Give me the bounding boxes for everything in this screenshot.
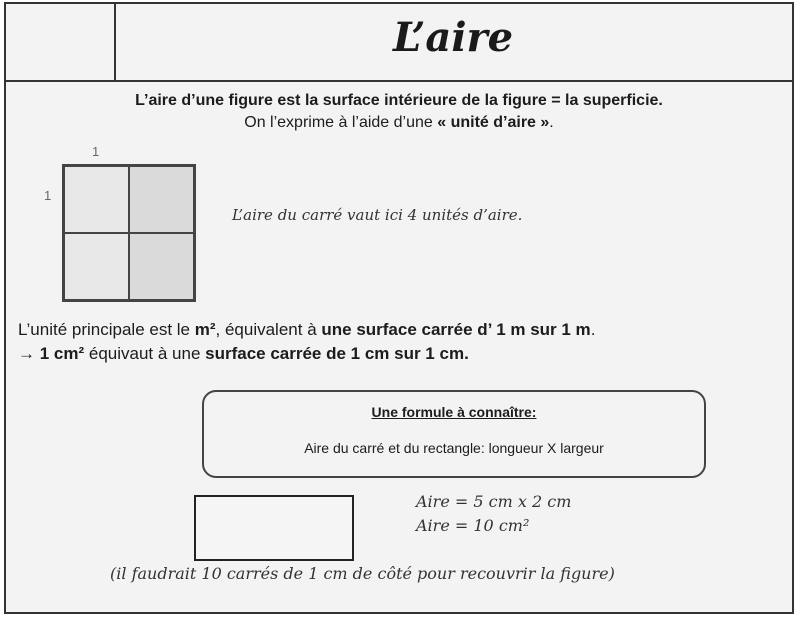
- grid-cell: [64, 166, 129, 233]
- grid-cell: [64, 233, 129, 300]
- formula-box: [202, 390, 706, 478]
- definition-line-2: [6, 114, 792, 132]
- main-unit-part-e: .: [590, 320, 596, 339]
- header-bar: [6, 4, 792, 82]
- main-unit-part-a: L’unité principale est le: [18, 320, 195, 339]
- worksheet-body: [6, 82, 792, 612]
- unit-grid: [62, 164, 196, 302]
- worksheet: [4, 2, 794, 614]
- formula-text: Aire du carré et du rectangle: longueur X largeur: [304, 440, 604, 456]
- grid-top-dimension: 1: [92, 144, 100, 159]
- cm2-part-d: .: [464, 344, 469, 363]
- area-calculation-line-2: Aire = 10 cm²: [416, 516, 530, 535]
- main-unit-part-b: m²: [194, 320, 216, 339]
- cm2-part-b: équivaut à une: [84, 344, 206, 363]
- main-unit-part-c: , équivalent à: [215, 320, 322, 339]
- example-rectangle: [194, 495, 354, 561]
- grid-cell: [129, 166, 194, 233]
- header-corner-box: [6, 4, 116, 80]
- formula-title: Une formule à connaître:: [371, 404, 537, 420]
- cm2-part-c: surface carrée de 1 cm sur 1 cm: [205, 344, 465, 363]
- definition-line-2-suffix: .: [549, 114, 554, 131]
- example-note: (il faudrait 10 carrés de 1 cm de côté pour recouvrir la figure): [110, 564, 615, 583]
- cm2-unit-sentence: [18, 344, 469, 364]
- area-calculation-line-1: Aire = 5 cm x 2 cm: [416, 492, 572, 511]
- grid-cell: [129, 233, 194, 300]
- definition-line-2-prefix: On l’exprime à l’aide d’une: [244, 114, 438, 131]
- main-unit-part-d: une surface carrée d’ 1 m sur 1 m: [321, 320, 591, 339]
- grid-side-dimension: 1: [44, 188, 52, 203]
- cm2-part-a: → 1 cm²: [18, 344, 85, 363]
- definition-line-1: L’aire d’une figure est la surface intérieure de la figure = la superficie.: [135, 92, 663, 109]
- page-title: L’aire: [392, 14, 514, 61]
- main-unit-sentence: [18, 320, 595, 340]
- definition-line-2-bold: « unité d’aire »: [437, 114, 550, 131]
- grid-caption: L’aire du carré vaut ici 4 unités d’aire.: [232, 206, 523, 224]
